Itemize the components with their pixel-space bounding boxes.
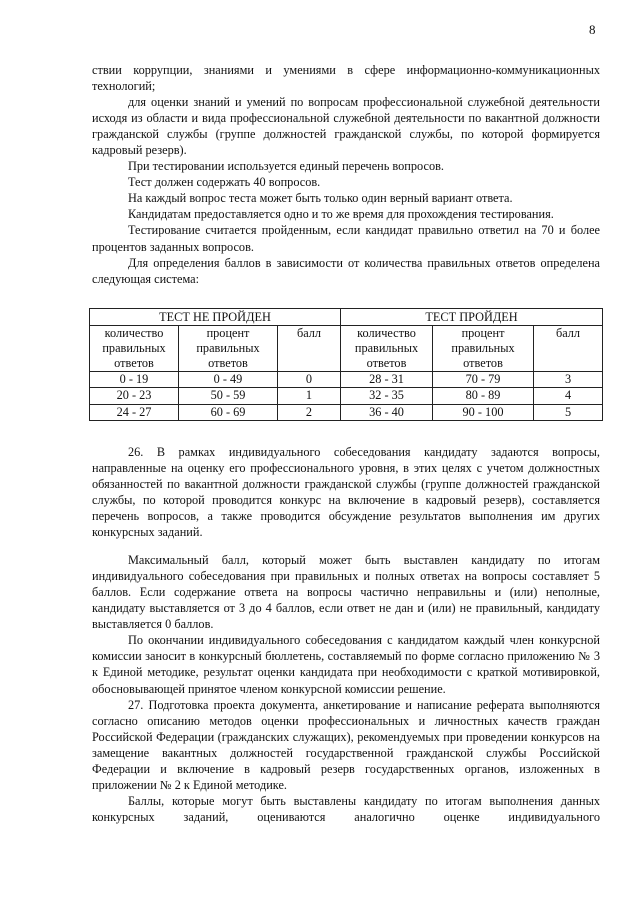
column-header-score: балл	[534, 325, 603, 372]
column-header-score: балл	[278, 325, 341, 372]
document-body	[92, 62, 600, 825]
cell-count: 24 - 27	[90, 404, 179, 420]
cell-percent: 80 - 89	[433, 388, 534, 404]
paragraph: ствии коррупции, знаниями и умениями в сфере информационно-коммуникационных технологий;	[92, 63, 600, 94]
table-column-header-row	[90, 325, 603, 372]
cell-count: 36 - 40	[341, 404, 433, 420]
group-header-failed: ТЕСТ НЕ ПРОЙДЕН	[90, 308, 341, 325]
paragraph: Тестирование считается пройденным, если кандидат правильно ответил на 70 и более процентов заданных вопросов.	[92, 223, 600, 254]
paragraph: Баллы, которые могут быть выставлены кандидату по итогам выполнения данных конкурсных заданий, оцениваются аналогично оценке индивидуального	[92, 793, 600, 824]
paragraph: для оценки знаний и умений по вопросам профессиональной служебной деятельности исходя из области и вида профессиональной служебной деятельности по вакантной должности гражданской службы (группе должностей гражданской службы, по которой формируется кадровый резерв).	[92, 95, 600, 158]
paragraph: Тест должен содержать 40 вопросов.	[128, 175, 321, 190]
paragraph: 26. В рамках индивидуального собеседования кандидату задаются вопросы, направленные на оценку его профессионального уровня, в этих целях с учетом должностных обязанностей по вакантной должности гражданской службы (группе должностей гражданской службы, по которой проводится конкурс на включение в кадровый резерв), составляется перечень вопросов, а также проводится обсуждение результатов выполнения им других конкурсных заданий.	[92, 444, 600, 540]
score-table	[89, 308, 603, 421]
column-header-percent: процент правильных ответов	[433, 325, 534, 372]
column-header-count: количество правильных ответов	[90, 325, 179, 372]
cell-percent: 70 - 79	[433, 372, 534, 388]
cell-count: 0 - 19	[90, 372, 179, 388]
cell-percent: 50 - 59	[179, 388, 278, 404]
table-row	[90, 404, 603, 420]
paragraph: Для определения баллов в зависимости от количества правильных ответов определена следующая система:	[92, 255, 600, 286]
cell-percent: 0 - 49	[179, 372, 278, 388]
cell-score: 5	[534, 404, 603, 420]
cell-score: 1	[278, 388, 341, 404]
table-row	[90, 388, 603, 404]
paragraph: 27. Подготовка проекта документа, анкетирование и написание реферата выполняются согласно описанию методов оценки профессиональных и личностных качеств граждан Российской Федерации (гражданских служащих), рекомендуемых при проведении конкурсов на замещение вакантных должностей государственной гражданской службы Российской Федерации и включение в кадровый резерв государственных органов, изложенных в приложении № 2 к Единой методике.	[92, 697, 600, 792]
paragraph: При тестировании используется единый перечень вопросов.	[128, 159, 444, 174]
cell-percent: 60 - 69	[179, 404, 278, 420]
cell-score: 0	[278, 372, 341, 388]
cell-score: 4	[534, 388, 603, 404]
table-group-header-row	[90, 308, 603, 325]
group-header-passed: ТЕСТ ПРОЙДЕН	[341, 308, 603, 325]
score-table-container	[89, 308, 600, 421]
table-row	[90, 372, 603, 388]
paragraph: По окончании индивидуального собеседования с кандидатом каждый член конкурсной комиссии заносит в конкурсный бюллетень, составляемый по форме согласно приложению № 3 к Единой методике, результат оценки кандидата при необходимости с краткой мотивировкой, обосновывающей принятое членом конкурсной комиссии решение.	[92, 633, 600, 696]
column-header-count: количество правильных ответов	[341, 325, 433, 372]
cell-count: 20 - 23	[90, 388, 179, 404]
cell-score: 3	[534, 372, 603, 388]
cell-count: 28 - 31	[341, 372, 433, 388]
page-number: 8	[589, 22, 596, 37]
paragraph: На каждый вопрос теста может быть только один верный вариант ответа.	[128, 191, 513, 206]
cell-score: 2	[278, 404, 341, 420]
paragraph: Максимальный балл, который может быть выставлен кандидату по итогам индивидуального собеседования при правильных и полных ответах на вопросы составляет 5 баллов. Если содержание ответа на вопросы частично неправильны и (или) неполные, кандидату выставляется от 3 до 4 баллов, если ответ не дан и (или) не правильный, кандидату выставляется 0 баллов.	[92, 553, 600, 632]
paragraph: Кандидатам предоставляется одно и то же время для прохождения тестирования.	[128, 207, 554, 222]
cell-percent: 90 - 100	[433, 404, 534, 420]
cell-count: 32 - 35	[341, 388, 433, 404]
column-header-percent: процент правильных ответов	[179, 325, 278, 372]
